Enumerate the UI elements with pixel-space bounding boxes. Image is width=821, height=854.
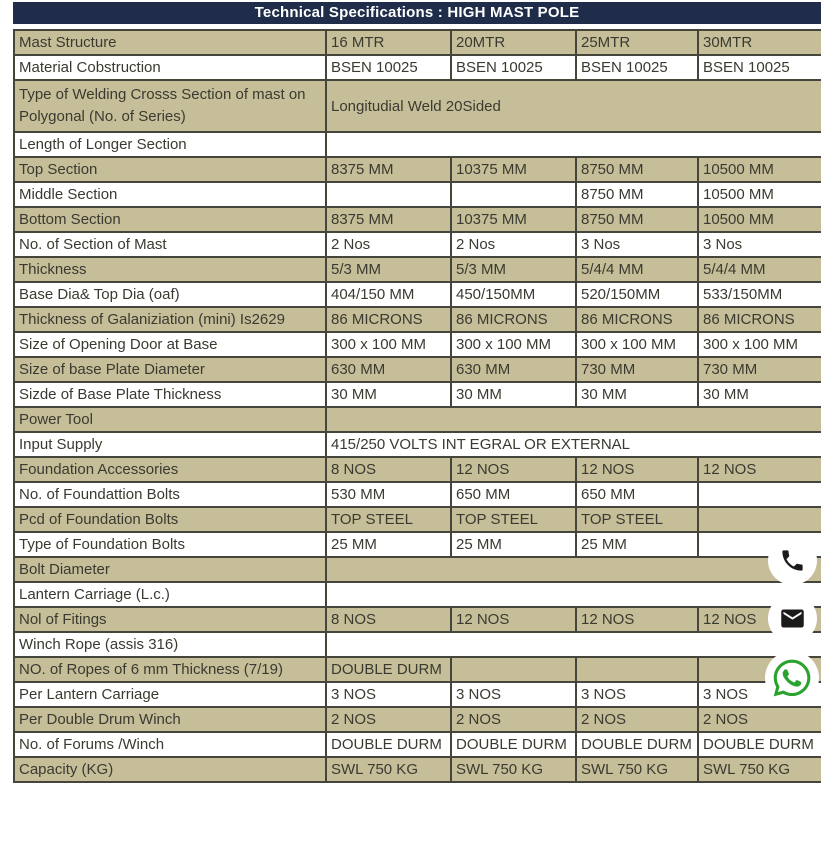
spec-label-cell: Bolt Diameter [14, 557, 326, 582]
spec-value-cell [451, 657, 576, 682]
spec-row [14, 632, 821, 657]
spec-value-cell: TOP STEEL [451, 507, 576, 532]
spec-label-cell: Power Tool [14, 407, 326, 432]
spec-value-cell: 630 MM [451, 357, 576, 382]
spec-row [14, 332, 821, 357]
spec-value-cell: 650 MM [451, 482, 576, 507]
spec-value-cell: 2 NOS [698, 707, 821, 732]
spec-value-cell: 2 Nos [326, 232, 451, 257]
spec-value-cell: SWL 750 KG [698, 757, 821, 782]
spec-value-cell: SWL 750 KG [451, 757, 576, 782]
spec-label-cell: Type of Welding Crosss Section of mast on Polygonal (No. of Series) [14, 80, 326, 132]
spec-value-cell: TOP STEEL [576, 507, 698, 532]
spec-row [14, 157, 821, 182]
spec-row [14, 457, 821, 482]
spec-row [14, 30, 821, 55]
spec-value-cell: 30 MM [576, 382, 698, 407]
spec-value-cell: 8375 MM [326, 207, 451, 232]
spec-row [14, 80, 821, 132]
spec-value-cell: 2 Nos [451, 232, 576, 257]
spec-value-cell: 12 NOS [451, 457, 576, 482]
spec-value-cell: 530 MM [326, 482, 451, 507]
spec-value-cell: 450/150MM [451, 282, 576, 307]
spec-value-cell: 3 Nos [576, 232, 698, 257]
spec-value-cell [698, 482, 821, 507]
spec-row [14, 732, 821, 757]
spec-row [14, 182, 821, 207]
spec-label-cell: Input Supply [14, 432, 326, 457]
spec-value-cell: 8 NOS [326, 607, 451, 632]
spec-label-cell: Nol of Fitings [14, 607, 326, 632]
spec-value-cell-merged [326, 132, 821, 157]
spec-label-cell: Type of Foundation Bolts [14, 532, 326, 557]
spec-value-cell: 8750 MM [576, 157, 698, 182]
spec-value-cell: 3 NOS [576, 682, 698, 707]
page-title: Technical Specifications : HIGH MAST POLE [13, 2, 821, 24]
email-icon [779, 605, 806, 632]
spec-value-cell: 5/4/4 MM [576, 257, 698, 282]
spec-label-cell: Mast Structure [14, 30, 326, 55]
spec-value-cell: 10500 MM [698, 207, 821, 232]
spec-value-cell: 25 MM [451, 532, 576, 557]
spec-row [14, 482, 821, 507]
spec-label-cell: No. of Foundattion Bolts [14, 482, 326, 507]
spec-label-cell: Thickness of Galaniziation (mini) Is2629 [14, 307, 326, 332]
spec-value-cell: 2 NOS [451, 707, 576, 732]
spec-value-cell: 730 MM [576, 357, 698, 382]
spec-value-cell: 2 NOS [576, 707, 698, 732]
spec-value-cell-merged [326, 557, 821, 582]
specs-table [13, 29, 821, 783]
spec-row [14, 232, 821, 257]
spec-value-cell: 86 MICRONS [698, 307, 821, 332]
spec-value-cell: DOUBLE DURM [698, 732, 821, 757]
spec-value-cell: DOUBLE DURM [326, 732, 451, 757]
spec-value-cell: 404/150 MM [326, 282, 451, 307]
spec-value-cell [576, 657, 698, 682]
spec-value-cell: 30 MM [451, 382, 576, 407]
spec-row [14, 657, 821, 682]
spec-value-cell: 86 MICRONS [576, 307, 698, 332]
spec-value-cell: DOUBLE DURM [576, 732, 698, 757]
spec-value-cell: BSEN 10025 [326, 55, 451, 80]
spec-value-cell-merged: Longitudial Weld 20Sided [326, 80, 821, 132]
spec-value-cell: 8375 MM [326, 157, 451, 182]
spec-value-cell-merged [326, 407, 821, 432]
spec-label-cell: Top Section [14, 157, 326, 182]
spec-label-cell: Per Lantern Carriage [14, 682, 326, 707]
whatsapp-icon [771, 657, 813, 699]
spec-value-cell: 520/150MM [576, 282, 698, 307]
spec-value-cell: 12 NOS [576, 457, 698, 482]
whatsapp-button[interactable] [765, 651, 819, 705]
spec-value-cell: 300 x 100 MM [576, 332, 698, 357]
spec-row [14, 707, 821, 732]
spec-value-cell [451, 182, 576, 207]
spec-label-cell: Size of Opening Door at Base [14, 332, 326, 357]
spec-value-cell: 30 MM [326, 382, 451, 407]
spec-value-cell: 10500 MM [698, 157, 821, 182]
spec-value-cell: 300 x 100 MM [451, 332, 576, 357]
spec-row [14, 757, 821, 782]
spec-value-cell: 630 MM [326, 357, 451, 382]
spec-row [14, 432, 821, 457]
spec-row [14, 507, 821, 532]
spec-value-cell: 20MTR [451, 30, 576, 55]
spec-value-cell: BSEN 10025 [576, 55, 698, 80]
spec-value-cell: 25 MM [576, 532, 698, 557]
spec-value-cell: 12 NOS [698, 607, 821, 632]
spec-label-cell: Base Dia& Top Dia (oaf) [14, 282, 326, 307]
spec-row [14, 682, 821, 707]
spec-value-cell: 25 MM [326, 532, 451, 557]
spec-value-cell: 3 Nos [698, 232, 821, 257]
spec-row [14, 357, 821, 382]
spec-row [14, 132, 821, 157]
spec-value-cell: SWL 750 KG [326, 757, 451, 782]
spec-value-cell: 533/150MM [698, 282, 821, 307]
spec-label-cell: Thickness [14, 257, 326, 282]
spec-value-cell: 12 NOS [698, 457, 821, 482]
spec-value-cell: 5/3 MM [451, 257, 576, 282]
spec-row [14, 55, 821, 80]
spec-label-cell: Capacity (KG) [14, 757, 326, 782]
spec-value-cell: 2 NOS [326, 707, 451, 732]
spec-label-cell: Per Double Drum Winch [14, 707, 326, 732]
spec-value-cell-merged [326, 632, 821, 657]
spec-label-cell: Pcd of Foundation Bolts [14, 507, 326, 532]
spec-label-cell: Material Cobstruction [14, 55, 326, 80]
spec-row [14, 282, 821, 307]
spec-row [14, 382, 821, 407]
spec-value-cell: 730 MM [698, 357, 821, 382]
spec-row [14, 257, 821, 282]
spec-row [14, 407, 821, 432]
spec-label-cell: NO. of Ropes of 6 mm Thickness (7/19) [14, 657, 326, 682]
spec-table-body [14, 30, 821, 782]
spec-value-cell: 86 MICRONS [326, 307, 451, 332]
spec-value-cell: 10500 MM [698, 182, 821, 207]
spec-row [14, 557, 821, 582]
spec-label-cell: Middle Section [14, 182, 326, 207]
spec-value-cell: 12 NOS [576, 607, 698, 632]
spec-label-cell: Winch Rope (assis 316) [14, 632, 326, 657]
spec-label-cell: No. of Forums /Winch [14, 732, 326, 757]
spec-value-cell [326, 182, 451, 207]
spec-value-cell: 3 NOS [698, 682, 821, 707]
spec-value-cell: BSEN 10025 [698, 55, 821, 80]
spec-value-cell: DOUBLE DURM [326, 657, 451, 682]
spec-value-cell: 300 x 100 MM [326, 332, 451, 357]
spec-value-cell: 12 NOS [451, 607, 576, 632]
spec-row [14, 582, 821, 607]
spec-value-cell: 5/4/4 MM [698, 257, 821, 282]
spec-value-cell: 8750 MM [576, 182, 698, 207]
spec-value-cell: 8750 MM [576, 207, 698, 232]
spec-value-cell: 86 MICRONS [451, 307, 576, 332]
spec-value-cell-merged [326, 582, 821, 607]
spec-row [14, 607, 821, 632]
spec-value-cell: 25MTR [576, 30, 698, 55]
spec-value-cell: 3 NOS [451, 682, 576, 707]
spec-value-cell: 30MTR [698, 30, 821, 55]
spec-value-cell [698, 507, 821, 532]
spec-label-cell: Bottom Section [14, 207, 326, 232]
spec-label-cell: Foundation Accessories [14, 457, 326, 482]
spec-label-cell: No. of Section of Mast [14, 232, 326, 257]
spec-label-cell: Length of Longer Section [14, 132, 326, 157]
spec-value-cell: 650 MM [576, 482, 698, 507]
spec-value-cell-merged: 415/250 VOLTS INT EGRAL OR EXTERNAL [326, 432, 821, 457]
spec-row [14, 207, 821, 232]
spec-label-cell: Size of base Plate Diameter [14, 357, 326, 382]
spec-value-cell: 16 MTR [326, 30, 451, 55]
spec-value-cell: 3 NOS [326, 682, 451, 707]
phone-icon [779, 547, 806, 574]
spec-value-cell: 30 MM [698, 382, 821, 407]
spec-value-cell: DOUBLE DURM [451, 732, 576, 757]
spec-value-cell: TOP STEEL [326, 507, 451, 532]
spec-value-cell: BSEN 10025 [451, 55, 576, 80]
spec-value-cell: 8 NOS [326, 457, 451, 482]
spec-label-cell: Sizde of Base Plate Thickness [14, 382, 326, 407]
email-button[interactable] [768, 594, 817, 643]
spec-value-cell: 5/3 MM [326, 257, 451, 282]
spec-value-cell: 300 x 100 MM [698, 332, 821, 357]
phone-button[interactable] [768, 536, 817, 585]
spec-row [14, 307, 821, 332]
spec-label-cell: Lantern Carriage (L.c.) [14, 582, 326, 607]
spec-value-cell: SWL 750 KG [576, 757, 698, 782]
spec-value-cell: 10375 MM [451, 207, 576, 232]
spec-row [14, 532, 821, 557]
spec-value-cell: 10375 MM [451, 157, 576, 182]
